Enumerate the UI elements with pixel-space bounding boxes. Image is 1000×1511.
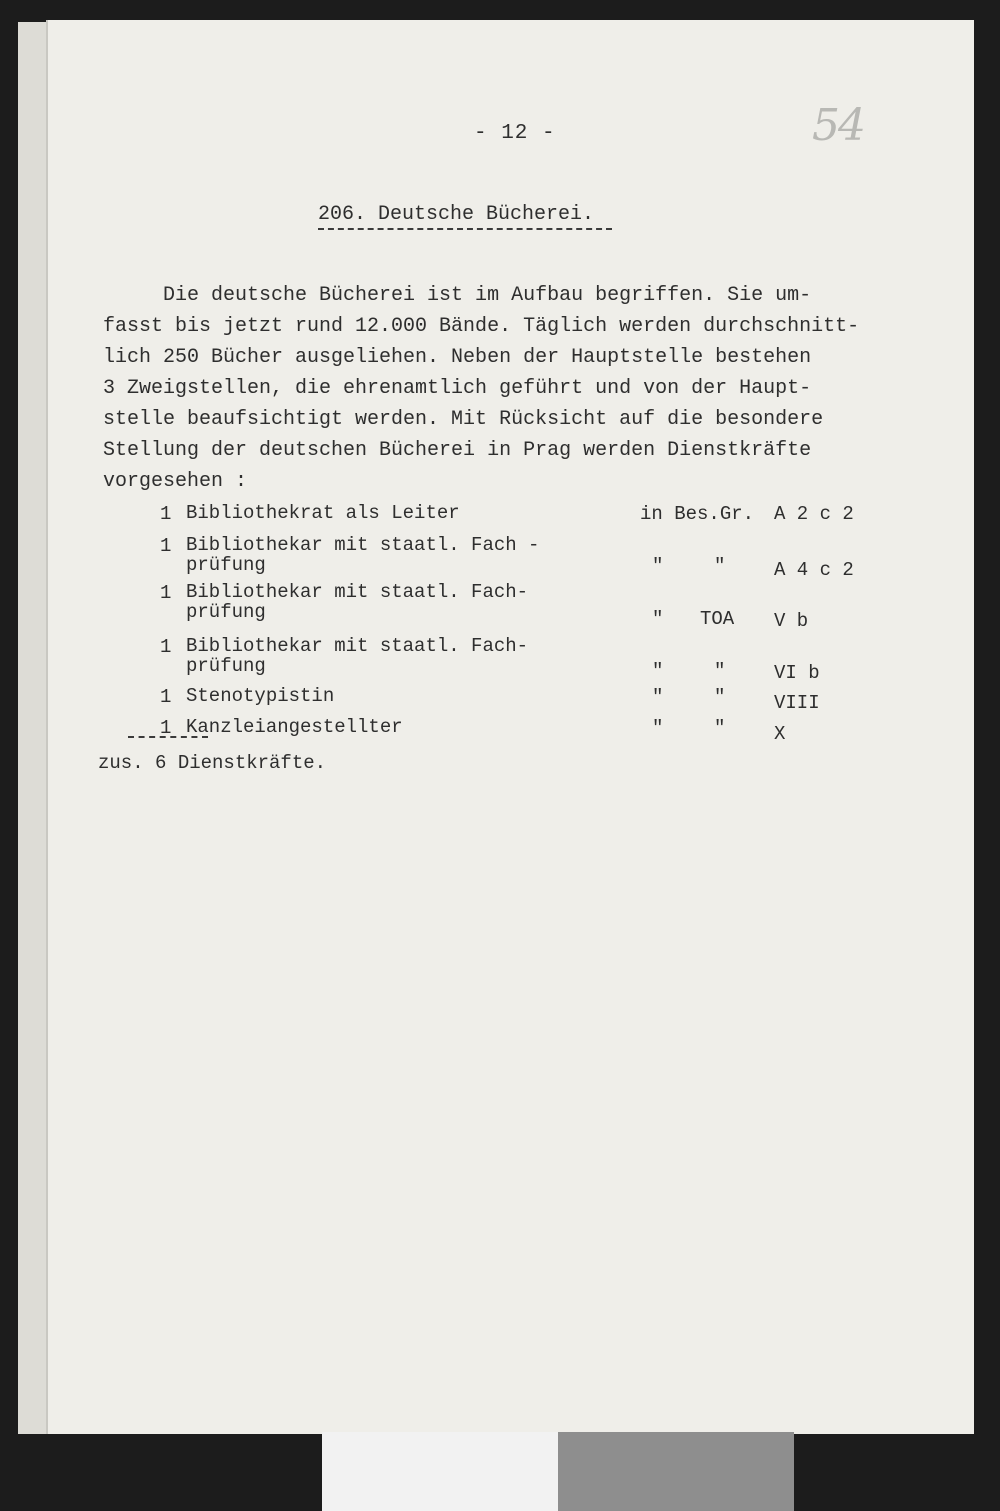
- staff-title: [186, 503, 460, 523]
- pay-grade: X: [774, 723, 786, 745]
- total-line: zus. 6 Dienstkräfte.: [98, 752, 327, 774]
- paragraph-line: Stellung der deutschen Bücherei in Prag werden Dienstkräfte: [103, 439, 812, 462]
- paragraph-line: 3 Zweigstellen, die ehrenamtlich geführt und von der Haupt-: [103, 377, 812, 400]
- paragraph-line: fasst bis jetzt rund 12.000 Bände. Täglich werden durchschnitt-: [103, 315, 860, 338]
- scan-gray-patch: [558, 1432, 794, 1511]
- staff-title-line: Bibliothekar mit staatl. Fach-: [186, 635, 529, 657]
- body-paragraph: [103, 280, 903, 497]
- folio-number: 54: [812, 100, 864, 151]
- staff-title-line: Bibliothekar mit staatl. Fach-: [186, 581, 529, 603]
- pay-scheme-ditto: ": [714, 686, 726, 708]
- pay-scheme-ditto: ": [714, 660, 726, 682]
- paragraph-line: vorgesehen :: [103, 470, 248, 493]
- staff-title: [186, 686, 334, 706]
- staff-count: 1: [160, 717, 172, 739]
- staff-count: 1: [160, 636, 172, 658]
- staff-title-line: prüfung: [186, 601, 266, 623]
- staff-title-line: prüfung: [186, 554, 266, 576]
- paragraph-line: stelle beaufsichtigt werden. Mit Rücksicht auf die besondere: [103, 408, 824, 431]
- paragraph-line: Die deutsche Bücherei ist im Aufbau begriffen. Sie um-: [103, 284, 812, 307]
- staff-title: [186, 717, 403, 737]
- staff-title: [186, 582, 528, 622]
- scan-white-patch: [322, 1432, 558, 1511]
- staff-count: 1: [160, 535, 172, 557]
- staff-count: 1: [160, 503, 172, 525]
- total-underline: [128, 736, 208, 738]
- pay-grade: A 4 c 2: [774, 559, 854, 581]
- pay-group-ditto: ": [652, 608, 664, 630]
- page-number: - 12 -: [474, 122, 556, 145]
- pay-grade: V b: [774, 610, 809, 632]
- pay-scheme-ditto: ": [714, 555, 726, 577]
- pay-grade: A 2 c 2: [774, 503, 854, 525]
- staff-title-line: prüfung: [186, 655, 266, 677]
- staff-title-line: Kanzleiangestellter: [186, 716, 403, 738]
- pay-group-ditto: ": [652, 555, 664, 577]
- pay-grade: VI b: [774, 662, 820, 684]
- pay-grade: VIII: [774, 692, 820, 714]
- section-heading: 206. Deutsche Bücherei.: [318, 203, 612, 230]
- staff-title: [186, 636, 528, 676]
- paragraph-line: lich 250 Bücher ausgeliehen. Neben der Hauptstelle bestehen: [103, 346, 812, 369]
- staff-title-line: Bibliothekrat als Leiter: [186, 502, 460, 524]
- staff-title-line: Stenotypistin: [186, 685, 335, 707]
- page-edge: [18, 22, 49, 1434]
- staff-count: 1: [160, 686, 172, 708]
- pay-scheme-ditto: ": [714, 717, 726, 739]
- pay-scheme: TOA: [700, 608, 735, 630]
- staff-title-line: Bibliothekar mit staatl. Fach -: [186, 534, 540, 556]
- staff-count: 1: [160, 582, 172, 604]
- pay-group-ditto: ": [652, 660, 664, 682]
- pay-group-label: in Bes.Gr.: [640, 503, 755, 525]
- pay-group-ditto: ": [652, 717, 664, 739]
- pay-group-ditto: ": [652, 686, 664, 708]
- staff-title: [186, 535, 539, 575]
